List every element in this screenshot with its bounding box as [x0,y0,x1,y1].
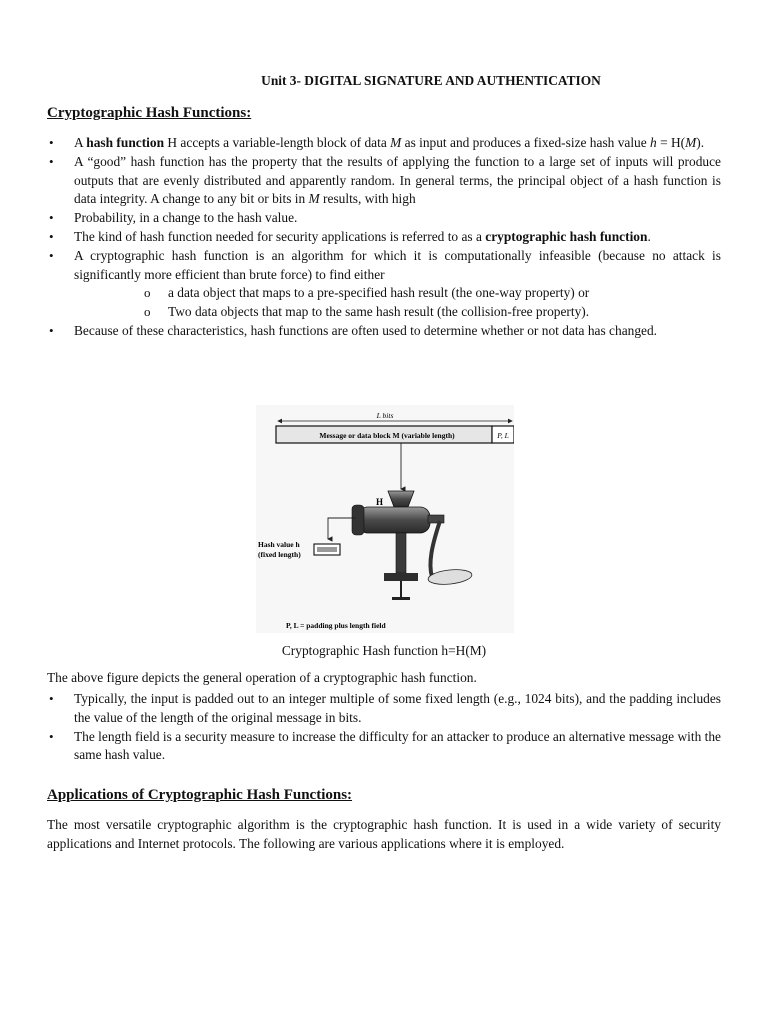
list-item: • Because of these characteristics, hash functions are often used to determine whether or not data has changed. [47,322,721,341]
text: A “good” hash function has the property that the results of applying the function to a large set of inputs will produce outputs that are evenly distributed and apparently random. In general terms, the principal object of a hash function is data integrity. A change to any bit or bits in [74,153,721,207]
unit-title-text: Unit 3- DIGITAL SIGNATURE AND AUTHENTICATION [261,73,601,88]
text: A [74,135,87,150]
hash-value-sublabel: (fixed length) [258,550,301,559]
meat-grinder-diagram [256,405,514,633]
text: . [647,228,651,244]
grinder-stand [396,533,406,573]
figure-footnote: P, L = padding plus length field [286,621,386,630]
text: ). [696,135,705,150]
list-item [47,153,721,209]
hash-function-figure [256,405,514,633]
var-m: M [685,135,697,150]
figure-caption: Cryptographic Hash function h=H(M) [281,643,487,658]
hash-value-fill [317,547,337,552]
text: as input and produces a fixed-size hash value [401,135,651,150]
bullet-list-padding [47,690,721,765]
unit-title [0,73,768,89]
list-item [47,247,721,322]
l-bits-label: L bits [376,411,394,420]
hash-value-label: Hash value h [258,540,300,549]
padding-length-label: P, L [497,431,509,440]
list-item [47,134,721,153]
text: H accepts a variable-length block of data [164,135,391,150]
figure-description: The above figure depicts the general operation of a cryptographic hash function. [47,670,477,685]
list-item: • Typically, the input is padded out to an integer multiple of some fixed length (e.g., 1024 bits), and the padding includes the value of the length of the original message in bits. [47,690,721,728]
sub-list-item: o a data object that maps to a pre-specified hash result (the one-way property) or [74,284,721,303]
var-m: M [308,191,320,207]
text: results, with high [319,191,416,207]
var-m: M [390,135,402,150]
list-item: • Probability, in a change to the hash value. [47,209,721,228]
sub-list-item: o Two data objects that map to the same hash result (the collision-free property). [74,303,721,322]
h-label: H [376,497,384,507]
list-item: • The length field is a security measure to increase the difficulty for an attacker to produce an alternative message with the same hash value. [47,728,721,766]
grinder-outlet [352,505,364,535]
clamp-foot [392,597,410,600]
list-item [47,228,721,247]
bullet-list-hash-properties [47,134,721,341]
var-h: h [650,135,657,150]
term-cryptographic-hash-function: cryptographic hash function [485,228,648,244]
applications-paragraph: The most versatile cryptographic algorithm is the cryptographic hash function. It is used in a wide variety of security applications and Internet protocols. The following are various applications where it is employed. [47,817,721,851]
sub-list [74,284,721,322]
text: The kind of hash function needed for security applications is referred to as a [74,228,486,244]
text: A cryptographic hash function is an algorithm for which it is computationally infeasible (because no attack is significantly more efficient than brute force) to find either [74,247,721,282]
clamp-bar [384,573,418,581]
section-heading-applications: Applications of Cryptographic Hash Functions: [47,787,353,803]
text: = H( [656,135,686,150]
section-heading-hash-functions: Cryptographic Hash Functions: [47,105,252,121]
term-hash-function: hash function [86,135,165,150]
message-block-label: Message or data block M (variable length) [319,431,455,440]
grinder-body [358,507,430,533]
